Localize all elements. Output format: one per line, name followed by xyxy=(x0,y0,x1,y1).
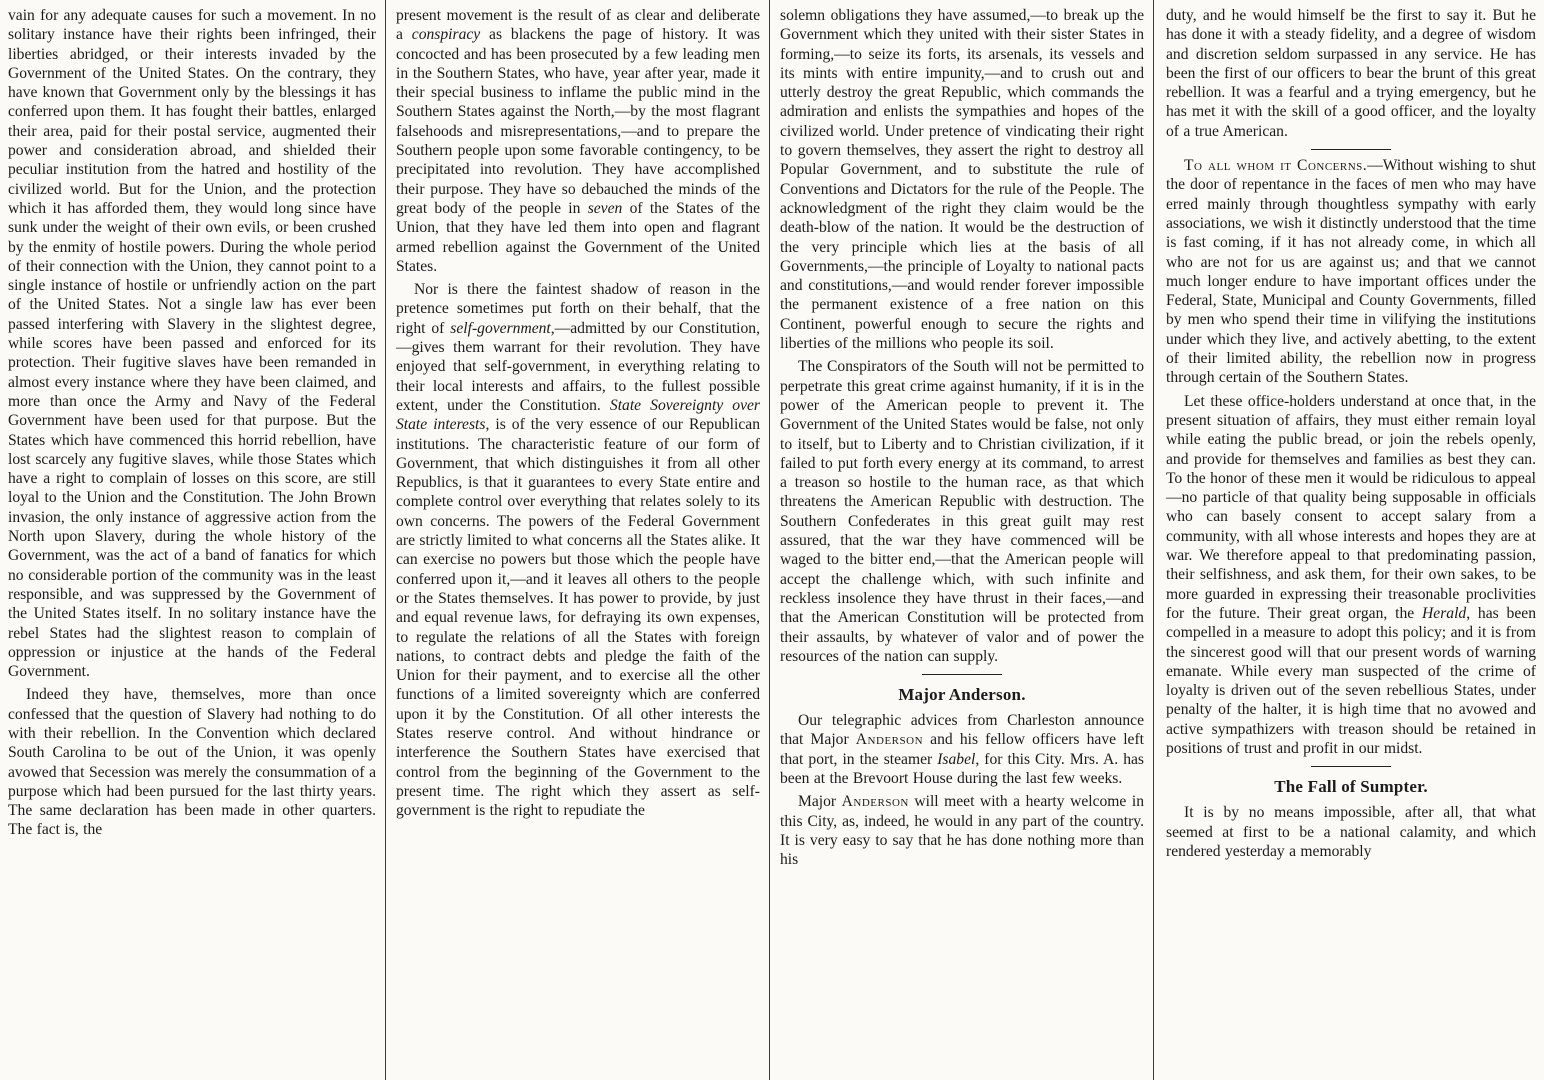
text-run: Nor is there the faintest shadow of reason in the pretence sometimes put forth on their behalf, that the right of xyxy=(396,281,760,337)
paragraph xyxy=(396,280,760,820)
paragraph: vain for any adequate causes for such a movement. In no solitary instance have their rights been infringed, their liberties abridged, or their interests invaded by the Government of the United States. On the contrary, they have known that Government only by the blessings it has conferred upon them. It has fought their battles, enlarged their area, paid for their postal service, augmented their power and consideration abroad, and shielded their peculiar institution from the hatred and hostility of the civilized world. But for the Union, and the protection which it has afforded them, they would long since have sunk under the weight of their own evils, or been crushed by the enmity of hostile powers. During the whole period of their connection with the Union, they cannot point to a single instance of hostile or unfriendly action on the part of the United States. Not a single law has ever been passed interfering with Slavery in the slightest degree, while scores have been passed and enforced for its protection. Their fugitive slaves have been remanded in almost every instance where they have been claimed, and more than once the Army and Navy of the Federal Government have been used for that purpose. But the States which have commenced this horrid rebellion, have lost scarcely any fugitive slaves, while those States which have a right to complain of losses on this score, are still loyal to the Union and the Constitution. The John Brown invasion, the only instance of aggressive action from the North upon Slavery, during the whole history of the Government, was the act of a band of fanatics for which no considerable portion of the community was in the least responsible, and was suppressed by the Government of the United States itself. In no solitary instance have the rebel States had the slightest reason to complain of oppression or injustice at the hands of the Federal Government. xyxy=(8,7,376,681)
italic-text: State Sovereignty over State interests xyxy=(396,396,760,434)
paragraph xyxy=(1166,156,1536,388)
text-run: Our telegraphic advices from Charleston announce that Major xyxy=(780,712,1144,749)
text-run: of the States of the Union, that they have led them into open and flagrant armed rebellion against the Government of the United States. xyxy=(396,199,760,275)
paragraph xyxy=(780,792,1144,869)
italic-text: conspiracy xyxy=(411,26,481,44)
column-rule xyxy=(769,0,770,1080)
paragraph: duty, and he would himself be the first to say it. But he has done it with a steady fidelity, and a degree of wisdom and discretion seldom surpassed in any service. He has been the first of our officers to bear the brunt of this great rebellion. It was a fearful and a trying emergency, but he has met it with the skill of a good officer, and the loyalty of a true American. xyxy=(1166,7,1536,140)
section-divider xyxy=(922,674,1002,675)
section-divider xyxy=(1311,766,1391,767)
column-rule xyxy=(385,0,386,1080)
article-heading: The Fall of Sumpter. xyxy=(1274,777,1428,797)
italic-text: Isabel xyxy=(937,750,976,768)
text-run: —Without wishing to shut the door of repentance in the faces of men who may have erred mainly through thoughtless sympathy with early associations, we wish it distinctly understood that the time is fast coming, if it has not already come, in which all who are not for us are against us; and that we cannot much longer endure to have important offices under the Federal, State, Municipal and County Governments, filled by men who spend their time in vilifying the institutions under which they live, and actively abetting, to the extent of their limited ability, the rebellion now in progress through certain of the Southern States. xyxy=(1166,157,1536,387)
paragraph xyxy=(396,6,760,276)
small-caps-name: Anderson xyxy=(855,731,924,749)
paragraph: It is by no means impossible, after all, that what seemed at first to be a national calamity, and which rendered yesterday a memorably xyxy=(1166,804,1536,860)
italic-text: Herald xyxy=(1422,604,1467,622)
text-run: will meet with a hearty welcome in this City, as, indeed, he would in any part of the country. It is very easy to say that he has done nothing more than his xyxy=(780,793,1144,869)
paragraph xyxy=(1166,392,1536,759)
section-divider xyxy=(1311,149,1391,150)
column-2 xyxy=(388,0,768,1080)
text-run: , for this City. Mrs. A. has been at the Brevoort House during the last few weeks. xyxy=(780,750,1144,787)
paragraph: solemn obligations they have assumed,—to break up the Government which they united with their sister States in forming,—to seize its forts, its arsenals, its vessels and its mints with entire impunity,—and to crush out and utterly destroy the great Republic, which commands the admiration and enlists the sympathies and hopes of the civilized world. Under pretence of vindicating their right to govern themselves, they assert the right to destroy all Popular Government, and to substitute the rule of Conventions and Dictators for the rule of the People. The acknowledgment of the right they claim would be the death-blow of the nation. It would be the destruction of the very principle which lies at the basis of all Governments,—the principle of Loyalty to national pacts and constitutions,—and would render forever impossible the permanent existence of a free nation on this Continent, powerful enough to secure the rights and liberties of the millions who people its soil. xyxy=(780,7,1144,353)
column-1 xyxy=(0,0,384,1080)
italic-text: self-government xyxy=(450,319,551,337)
text-run: ,—admitted by our Constitution,—gives them warrant for their revolution. They have enjoyed that self-government, in everything relating to their local interests and affairs, to the fullest possible extent, under the Constitution. xyxy=(396,319,760,414)
small-caps-name: Anderson xyxy=(841,793,909,811)
section-lead: To all whom it Concerns. xyxy=(1184,157,1368,175)
text-run: Major xyxy=(798,793,842,811)
paragraph xyxy=(780,711,1144,788)
column-3 xyxy=(772,0,1152,1080)
text-run: Let these office-holders understand at once that, in the present situation of affairs, they must either remain loyal while eating the public bread, or join the rebels openly, and provide for themselves and families as best they can. To the honor of these men it would be ridiculous to appeal—no particle of that quality being supposable in officials who can basely consent to accept salary from a community, with all whose interests and hopes they are at war. We therefore appeal to that predominating passion, their selfishness, and ask them, for their own sakes, to be more guarded in expressing their treasonable proclivities for the future. Their great organ, the xyxy=(1166,392,1536,622)
text-run: , is of the very essence of our Republican institutions. The characteristic feature of our form of Government, that which distinguishes it from all other Republics, is that it guarantees to every State entire and complete control over everything that relates solely to its own concerns. The powers of the Federal Government are strictly limited to what concerns all the States alike. It can exercise no powers but those which the people have conferred upon it,—and it leaves all others to the people or the States themselves. It has power to provide, by just and equal revenue laws, for defraying its own expenses, to regulate the relations of all the States with foreign nations, to contract debts and pledge the faith of the Union for their payment, and to exercise all the other functions of a limited sovereignty which are conferred upon it by the Constitution. Of all other interests the States reserve control. And without hindrance or interference the Southern States have exercised that control from the beginning of the Government to the present time. The right which they assert as self-government is the right to repudiate the xyxy=(396,416,760,820)
text-run: as blackens the page of history. It was concocted and has been prosecuted by a few leading men in the Southern States, who have, year after year, made it their special business to inflame the public mind in the Southern States against the North,—by the most flagrant falsehoods and misrepresentations,—and to prepare the Southern people upon some favorable contingency, to be precipitated into revolution. They have accomplished their purpose. They have so debauched the minds of the great body of the people in xyxy=(396,26,761,217)
text-run: present movement is the result of as clear and deliberate a xyxy=(396,7,760,44)
column-rule xyxy=(1153,0,1154,1080)
article-heading: Major Anderson. xyxy=(898,685,1026,705)
column-4 xyxy=(1156,0,1544,1080)
paragraph: The Conspirators of the South will not be permitted to perpetrate this great crime against humanity, if it is in the power of the American people to prevent it. The Government of the United States would be false, not only to itself, but to Liberty and to Christian civilization, if it failed to put forth every energy at its command, to arrest a treason so hostile to the human race, as that which threatens the American Republic with destruction. The Southern Confederates in this great guilt may rest assured, that the war they have commenced will be waged to the bitter end,—that the American people will accept the challenge which, with such infinite and reckless insolence they have thrust in their faces,—and that the American Constitution will be protected from their assaults, by whatever of valor and of power the resources of the nation can supply. xyxy=(780,358,1144,665)
text-run: and his fellow officers have left that port, in the steamer xyxy=(780,731,1144,768)
italic-text: seven xyxy=(587,199,623,217)
paragraph: Indeed they have, themselves, more than once confessed that the question of Slavery had nothing to do with their rebellion. In the Convention which declared South Carolina to be out of the Union, it was openly avowed that Secession was merely the consummation of a purpose which had been pursued for the last thirty years. The same declaration has been made in other quarters. The fact is, the xyxy=(8,686,376,839)
text-run: , has been compelled in a measure to adopt this policy; and it is from the sincerest good will that our present words of warning emanate. While every man suspected of the crime of loyalty is driven out of the seven rebellious States, under penalty of the halter, it is high time that no avowed and active sympathizers with treason should be retained in positions of trust and profit in our midst. xyxy=(1166,604,1536,757)
